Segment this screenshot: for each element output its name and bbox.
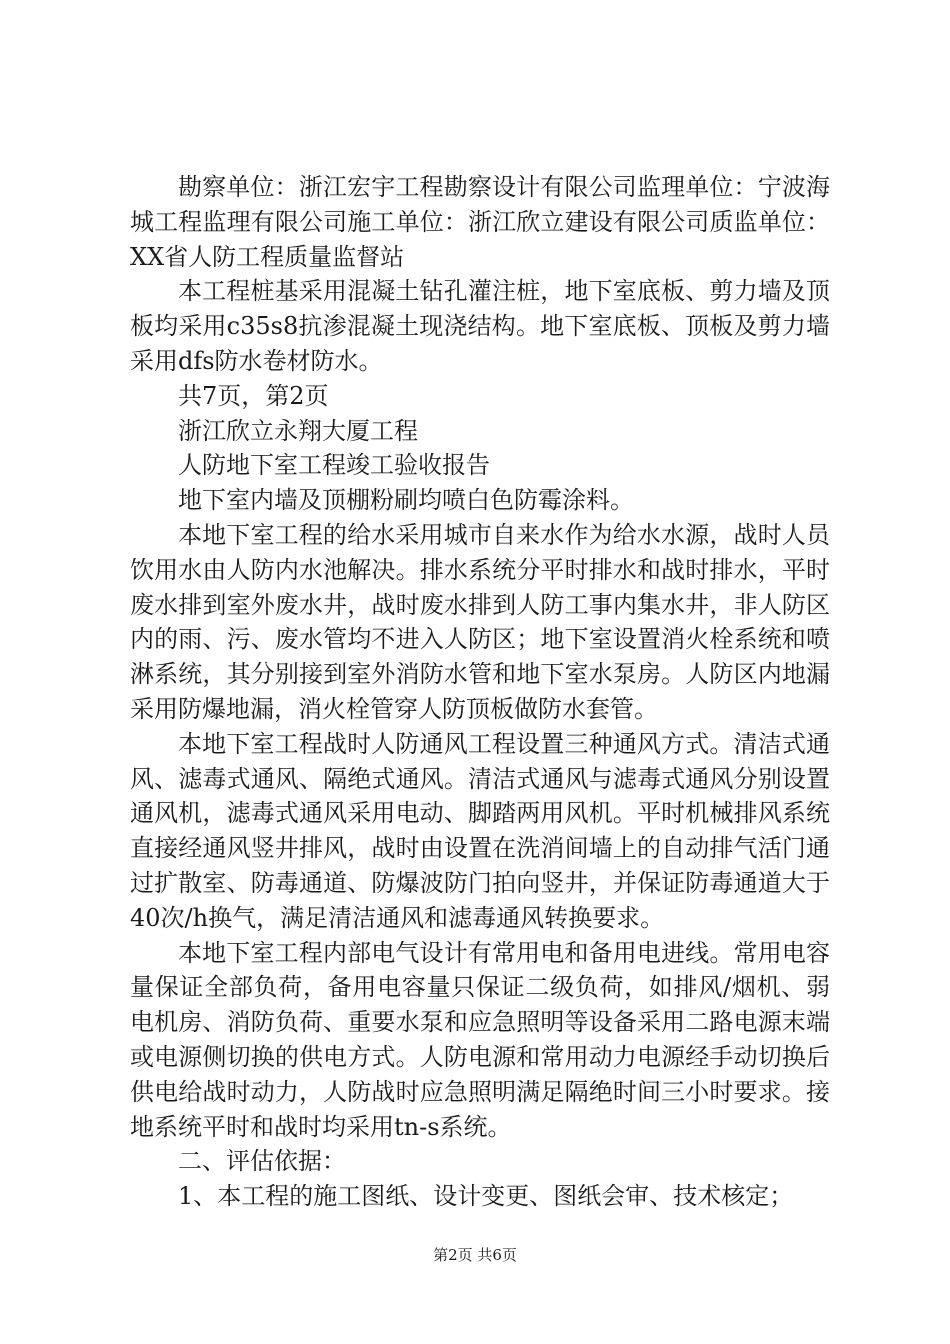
paragraph-page-count: 共7页，第2页 xyxy=(178,381,329,410)
paragraph-project-name: 浙江欣立永翔大厦工程 xyxy=(178,416,418,445)
document-body xyxy=(130,170,830,1214)
paragraph-electrical: 本地下室工程内部电气设计有常用电和备用电进线。常用电容量保证全部负荷，备用电容量只保证二级负荷，如排风/烟机、弱电机房、消防负荷、重要水泵和应急照明等设备采用二路电源末端或电源侧切换的供电方式。人防电源和常用动力电源经手动切换后供电给战时动力，人防战时应急照明满足隔绝时间三小时要求。接地系统平时和战时均采用tn-s系统。 xyxy=(130,938,830,1141)
paragraph-units: 勘察单位：浙江宏宇工程勘察设计有限公司监理单位：宁波海城工程监理有限公司施工单位：浙江欣立建设有限公司质监单位：XX省人防工程质量监督站 xyxy=(130,173,830,271)
page-footer: 第2页 共6页 xyxy=(433,1246,517,1264)
paragraph-wall-coating: 地下室内墙及顶棚粉刷均喷白色防霉涂料。 xyxy=(178,486,634,515)
paragraph-ventilation: 本地下室工程战时人防通风工程设置三种通风方式。清洁式通风、滤毒式通风、隔绝式通风。清洁式通风与滤毒式通风分别设置通风机，滤毒式通风采用电动、脚踏两用风机。平时机械排风系统直接经通风竖井排风，战时由设置在洗消间墙上的自动排气活门通过扩散室、防毒通道、防爆波防门拍向竖井，并保证防毒通道大于40次/h换气，满足清洁通风和滤毒通风转换要求。 xyxy=(130,729,830,932)
list-item-basis-1: 1、本工程的施工图纸、设计变更、图纸会审、技术核定； xyxy=(178,1182,794,1211)
section-heading-basis: 二、评估依据： xyxy=(178,1147,346,1176)
paragraph-water-supply: 本地下室工程的给水采用城市自来水作为给水水源，战时人员饮用水由人防内水池解决。排水系统分平时排水和战时排水，平时废水排到室外废水井，战时废水排到人防工事内集水井，非人防区内的雨、污、废水管均不进入人防区；地下室设置消火栓系统和喷淋系统，其分别接到室外消防水管和地下室水泵房。人防区内地漏采用防爆地漏，消火栓管穿人防顶板做防水套管。 xyxy=(130,520,830,723)
paragraph-report-title: 人防地下室工程竣工验收报告 xyxy=(178,451,490,480)
paragraph-foundation: 本工程桩基采用混凝土钻孔灌注桩，地下室底板、剪力墙及顶板均采用c35s8抗渗混凝土现浇结构。地下室底板、顶板及剪力墙采用dfs防水卷材防水。 xyxy=(130,277,830,375)
